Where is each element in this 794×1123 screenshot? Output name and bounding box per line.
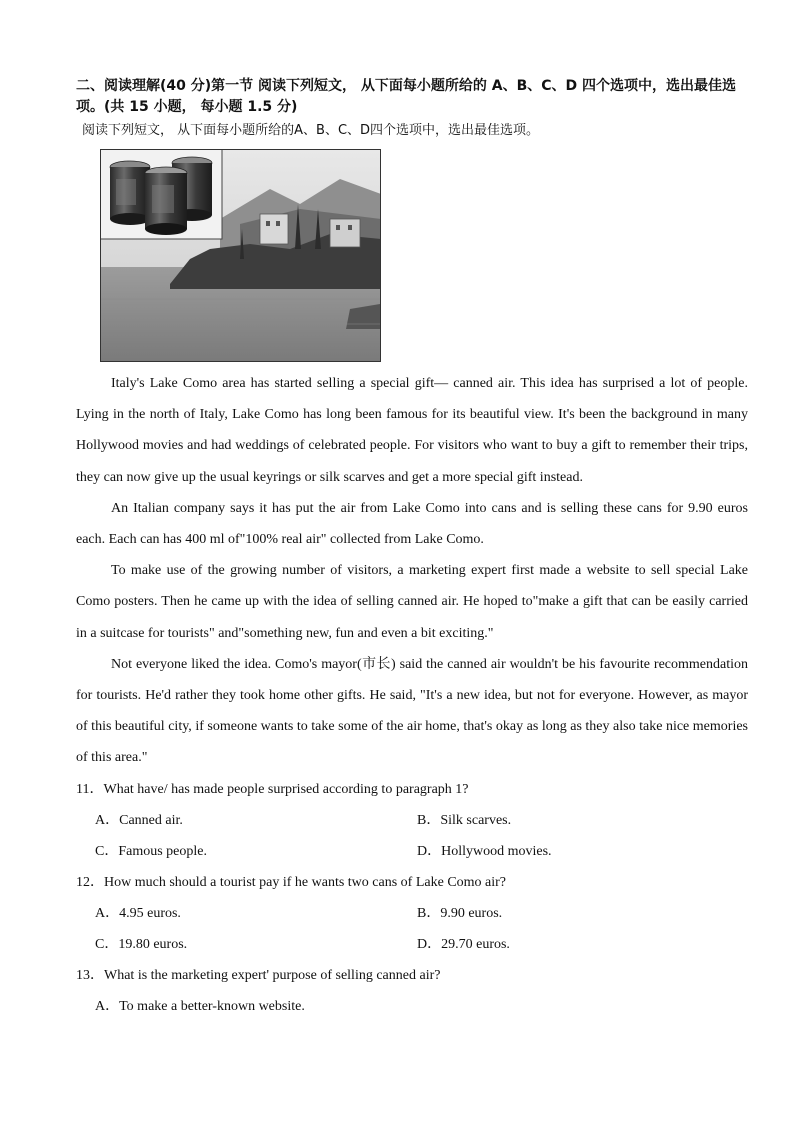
question-12 bbox=[76, 867, 748, 960]
option-c[interactable]: C．Famous people. bbox=[95, 843, 207, 859]
question-11 bbox=[76, 774, 748, 867]
option-b[interactable]: B．9.90 euros. bbox=[417, 905, 503, 921]
passage-paragraph-2: An Italian company says it has put the air from Lake Como into cans and is selling these cans for 9.90 euros each. Each can has 400 ml of"100% real air" collected from Lake Como. bbox=[76, 500, 748, 548]
option-a[interactable]: A．4.95 euros. bbox=[95, 905, 181, 921]
passage-paragraph-3: To make use of the growing number of visitors, a marketing expert first made a website to sell special Lake Como posters. Then he came up with the idea of selling canned air. He hoped to"make a gift that can be easily carried in a suitcase for tourists" and"something new, fun and even a bit exciting." bbox=[76, 563, 748, 641]
lake-como-photo bbox=[100, 149, 381, 362]
option-d[interactable]: D．29.70 euros. bbox=[417, 936, 510, 952]
option-a[interactable]: A．Canned air. bbox=[95, 812, 183, 828]
option-a[interactable]: A．To make a better-known website. bbox=[95, 998, 305, 1014]
question-stem: 13．What is the marketing expert' purpose of selling canned air? bbox=[76, 967, 441, 983]
option-c[interactable]: C．19.80 euros. bbox=[95, 936, 188, 952]
option-d[interactable]: D．Hollywood movies. bbox=[417, 843, 552, 859]
question-stem: 12．How much should a tourist pay if he wants two cans of Lake Como air? bbox=[76, 874, 507, 890]
section-title: 二、阅读理解(40 分)第一节 阅读下列短文， 从下面每小题所给的 A、B、C、D 四个选项中，选出最佳选项。(共 15 小题， 每小题 1.5 分) bbox=[76, 78, 737, 115]
question-13 bbox=[76, 960, 748, 1022]
question-stem: 11．What have/ has made people surprised according to paragraph 1? bbox=[76, 781, 469, 797]
passage-paragraph-1: Italy's Lake Como area has started selling a special gift— canned air. This idea has surprised a lot of people. Lying in the north of Italy, Lake Como has long been famous for its beautiful view. It's been the background in many Hollywood movies and had weddings of celebrated people. For visitors who want to buy a gift to remember their trips, they can now give up the usual keyrings or silk scarves and get a more special gift instead. bbox=[76, 376, 748, 485]
option-b[interactable]: B．Silk scarves. bbox=[417, 812, 512, 828]
passage-paragraph-4: Not everyone liked the idea. Como's mayor(市长) said the canned air wouldn't be his favourite recommendation for tourists. He'd rather they took home other gifts. He said, "It's a new idea, but not for everyone. However, as mayor of this beautiful city, if someone wants to take some of the air home, that's okay as long as they also take nice memories of this area." bbox=[76, 656, 748, 766]
section-instruction: 阅读下列短文， 从下面每小题所给的A、B、C、D四个选项中，选出最佳选项。 bbox=[82, 123, 540, 138]
exam-page bbox=[76, 76, 748, 1022]
